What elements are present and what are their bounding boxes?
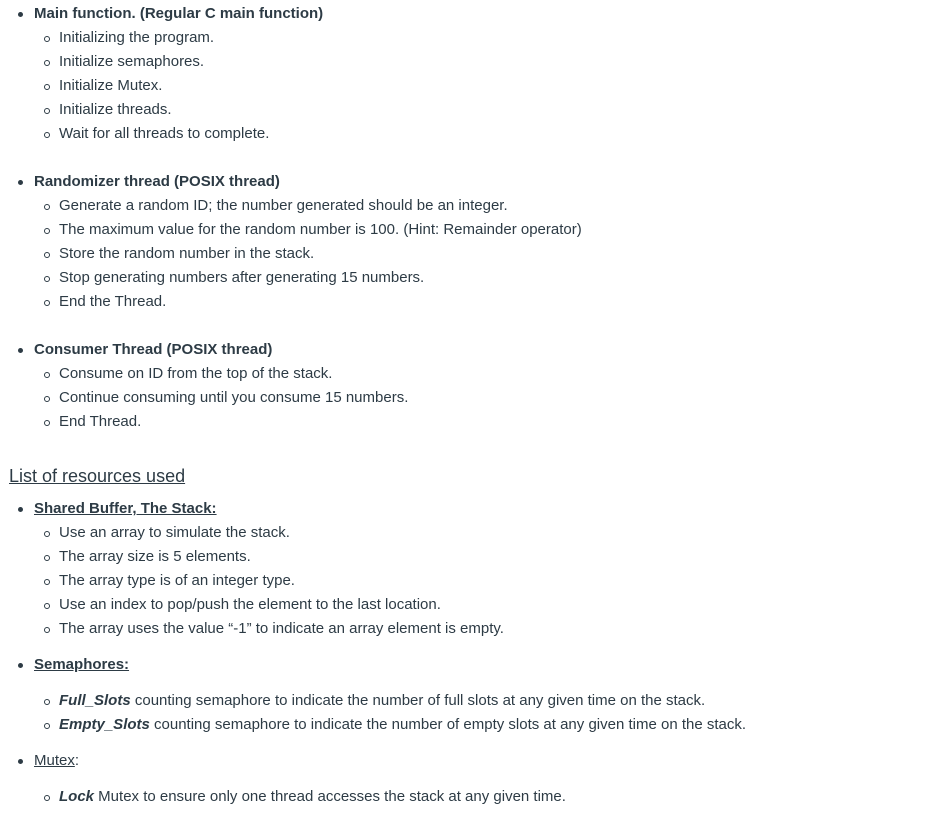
list-item: Wait for all threads to complete.	[59, 125, 270, 142]
bullet	[18, 12, 23, 17]
bullet	[18, 507, 23, 512]
list-item: The array size is 5 elements.	[59, 548, 251, 565]
semaphores-title: Semaphores:	[34, 656, 130, 673]
bullet	[44, 84, 50, 90]
bullet	[44, 723, 50, 729]
consumer-thread-title: Consumer Thread (POSIX thread)	[34, 341, 273, 358]
bullet	[44, 228, 50, 234]
list-item: End the Thread.	[59, 293, 167, 310]
bullet	[44, 555, 50, 561]
bullet	[44, 420, 50, 426]
resources-heading: List of resources used	[9, 466, 186, 486]
empty-slots-name: Empty_Slots	[59, 716, 150, 733]
bullet	[44, 60, 50, 66]
bullet	[44, 795, 50, 801]
full-slots-desc: counting semaphore to indicate the number of full slots at any given time on the stack.	[130, 692, 706, 709]
list-item: The array uses the value “-1” to indicate an array element is empty.	[59, 620, 504, 637]
bullet	[44, 252, 50, 258]
bullet	[44, 300, 50, 306]
list-item: Continue consuming until you consume 15 numbers.	[59, 389, 409, 406]
bullet	[44, 108, 50, 114]
bullet	[44, 204, 50, 210]
bullet	[44, 579, 50, 585]
list-item: Initialize Mutex.	[59, 77, 163, 94]
shared-buffer-title: Shared Buffer, The Stack:	[34, 500, 217, 517]
bullet	[18, 759, 23, 764]
empty-slots-item	[59, 715, 746, 735]
full-slots-name: Full_Slots	[59, 692, 131, 709]
bullet	[44, 627, 50, 633]
bullet	[44, 603, 50, 609]
bullet	[44, 36, 50, 42]
list-item: Store the random number in the stack.	[59, 245, 315, 262]
list-item: Use an array to simulate the stack.	[59, 524, 290, 541]
lock-desc: Mutex to ensure only one thread accesses the stack at any given time.	[94, 788, 566, 805]
randomizer-thread-title: Randomizer thread (POSIX thread)	[34, 173, 280, 190]
bullet	[44, 699, 50, 705]
list-item: Consume on ID from the top of the stack.	[59, 365, 333, 382]
list-item: The array type is of an integer type.	[59, 572, 295, 589]
list-item: Initializing the program.	[59, 29, 215, 46]
mutex-title-line	[34, 751, 79, 771]
bullet	[18, 180, 23, 185]
mutex-title: Mutex	[34, 752, 75, 769]
list-item: Use an index to pop/push the element to the last location.	[59, 596, 441, 613]
bullet	[44, 276, 50, 282]
list-item: End Thread.	[59, 413, 142, 430]
lock-item	[59, 787, 566, 807]
bullet	[44, 396, 50, 402]
list-item: Generate a random ID; the number generated should be an integer.	[59, 197, 508, 214]
empty-slots-desc: counting semaphore to indicate the number of empty slots at any given time on the stack.	[149, 716, 747, 733]
mutex-colon: :	[74, 752, 80, 769]
bullet	[18, 663, 23, 668]
list-item: Stop generating numbers after generating 15 numbers.	[59, 269, 425, 286]
list-item: Initialize semaphores.	[59, 53, 205, 70]
main-function-title: Main function. (Regular C main function)	[34, 5, 324, 22]
bullet	[44, 372, 50, 378]
lock-name: Lock	[59, 788, 95, 805]
list-item: Initialize threads.	[59, 101, 172, 118]
bullet	[18, 348, 23, 353]
list-item: The maximum value for the random number is 100. (Hint: Remainder operator)	[59, 221, 582, 238]
full-slots-item	[59, 691, 705, 711]
bullet	[44, 531, 50, 537]
bullet	[44, 132, 50, 138]
